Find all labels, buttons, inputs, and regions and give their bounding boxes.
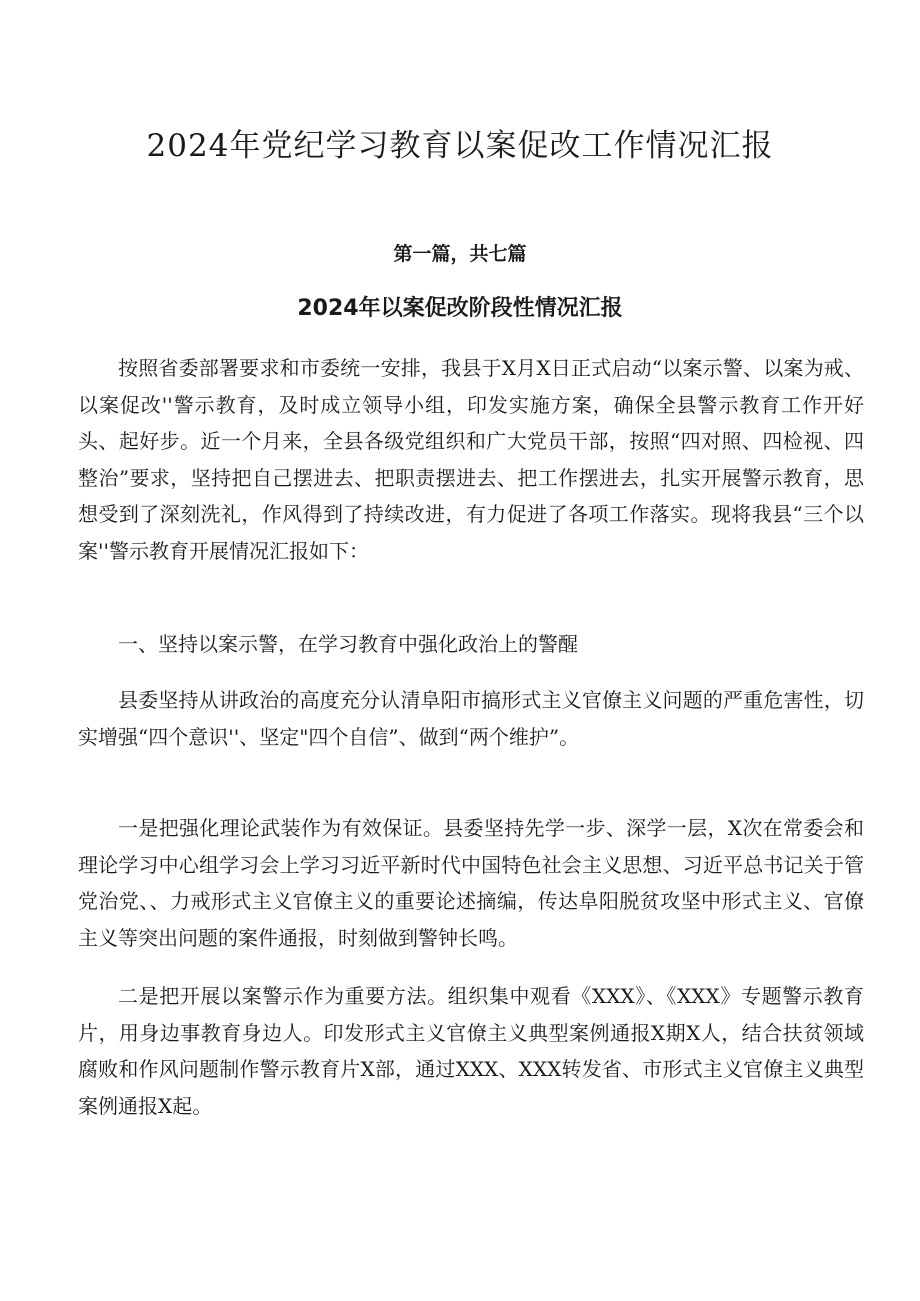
section-subtitle: 2024年以案促改阶段性情况汇报 (297, 296, 623, 321)
part-label: 第一篇，共七篇 (393, 243, 527, 265)
document-title: 2024年党纪学习教育以案促改工作情况汇报 (146, 128, 774, 164)
paragraph-theory-study: 一是把强化理论武装作为有效保证。县委坚持先学一步、深学一层，X次在常委会和理论学习中心组学习会上学习习近平新时代中国特色社会主义思想、习近平总书记关于管党治党、、力戒形式主义官僚主义的重要论述摘编，传达阜阳脱贫攻坚中形式主义、官僚主义等突出问题的案件通报，时刻做到警钟长鸣。 (78, 816, 864, 950)
paragraph-intro: 按照省委部署要求和市委统一安排，我县于X月X日正式启动“以案示警、以案为戒、以案促改''警示教育，及时成立领导小组，印发实施方案，确保全县警示教育工作开好头、起好步。近一个月来，全县各级党组织和广大党员干部，按照“四对照、四检视、四整治”要求，坚持把自己摆进去、把职责摆进去、把工作摆进去，扎实开展警示教育，思想受到了深刻洗礼，作风得到了持续改进，有力促进了各项工作落实。现将我县“三个以案''警示教育开展情况汇报如下： (78, 356, 864, 563)
paragraph-county-committee: 县委坚持从讲政治的高度充分认清阜阳市搞形式主义官僚主义问题的严重危害性，切实增强“四个意识''、坚定"四个自信”、做到“两个维护”。 (78, 688, 864, 749)
section-heading-1: 一、坚持以案示警，在学习教育中强化政治上的警醒 (118, 632, 578, 656)
paragraph-case-warning: 二是把开展以案警示作为重要方法。组织集中观看《XXX》、《XXX》专题警示教育片，用身边事教育身边人。印发形式主义官僚主义典型案例通报X期X人，结合扶贫领域腐败和作风问题制作警示教育片X部，通过XXX、XXX转发省、市形式主义官僚主义典型案例通报X起。 (78, 984, 864, 1118)
